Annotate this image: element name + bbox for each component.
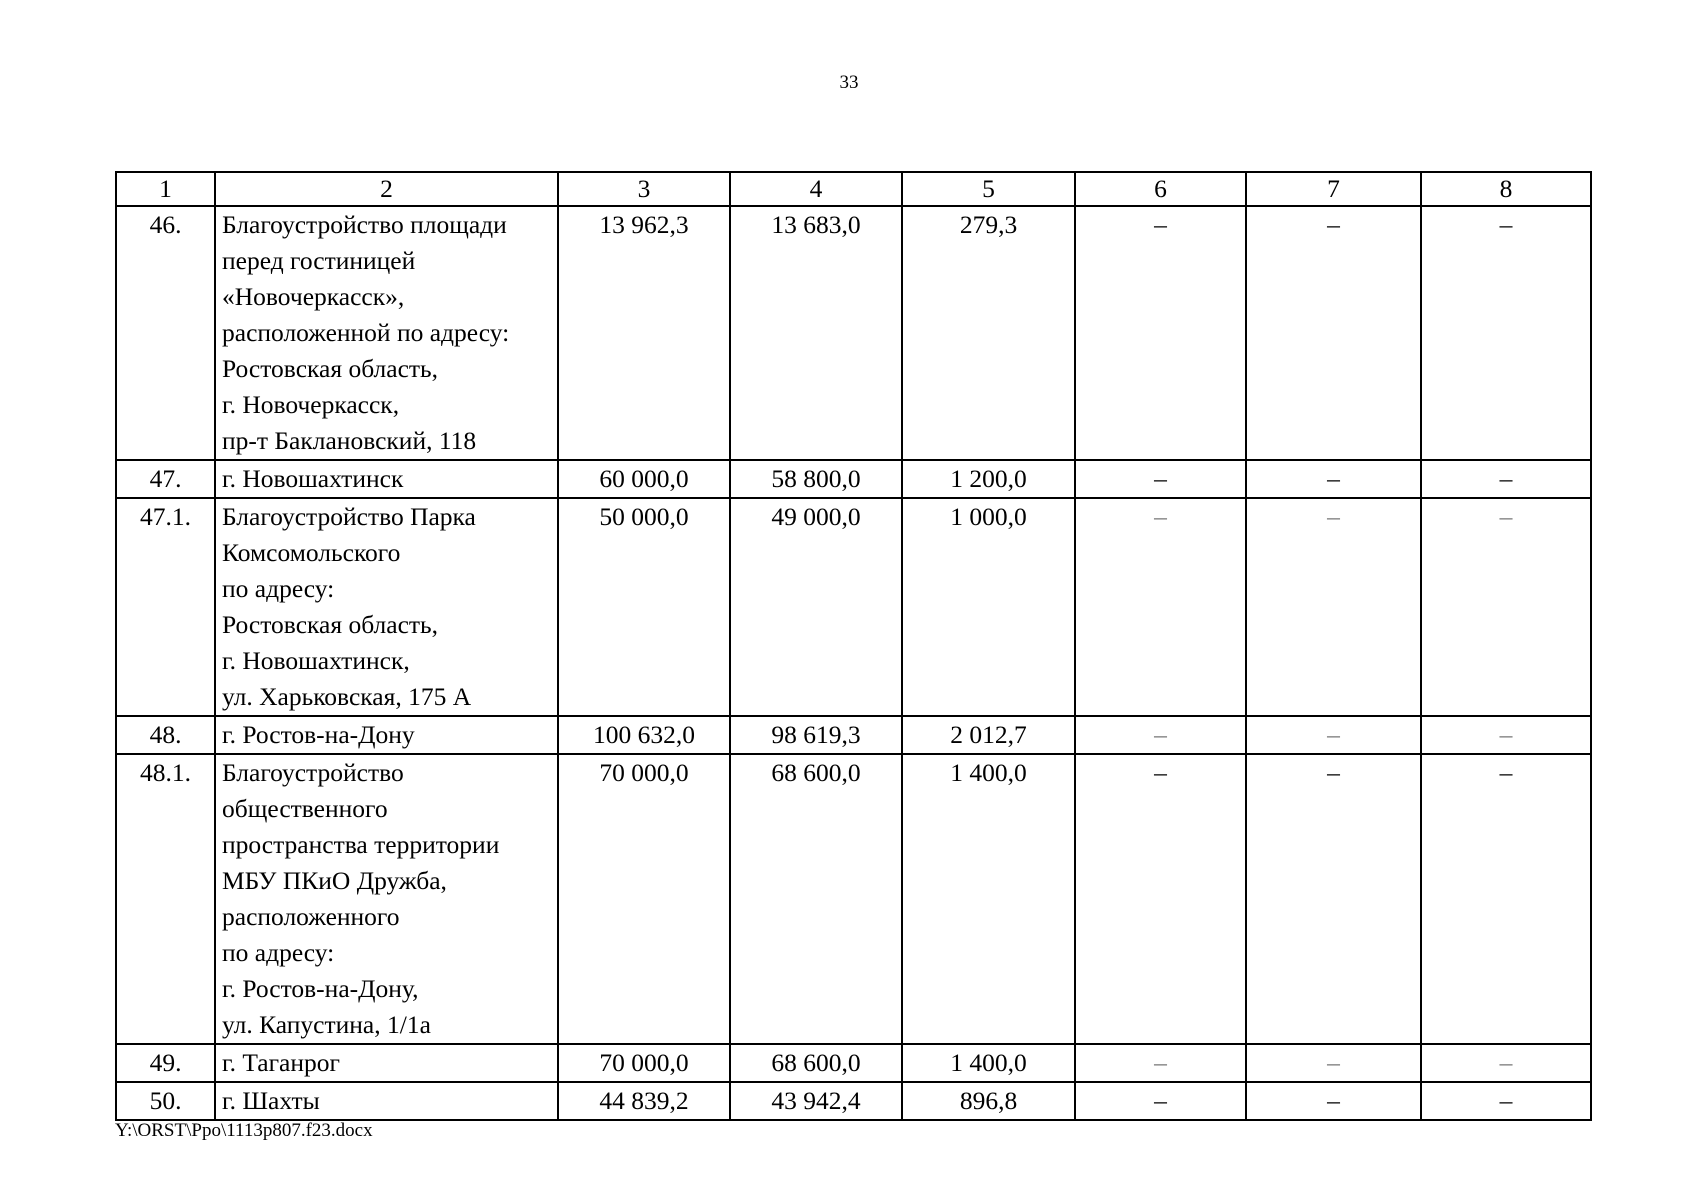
dash-cell: –	[1421, 206, 1591, 460]
row-name: г. Новошахтинск	[215, 460, 558, 498]
column-header: 7	[1246, 172, 1421, 206]
value-cell: 896,8	[902, 1082, 1075, 1120]
dash-cell: –	[1075, 1082, 1246, 1120]
column-header: 8	[1421, 172, 1591, 206]
dash-cell: –	[1246, 1044, 1421, 1082]
table-row	[116, 716, 1591, 754]
dash-cell: –	[1246, 460, 1421, 498]
table-header-row	[116, 172, 1591, 206]
row-name: г. Шахты	[215, 1082, 558, 1120]
dash-cell: –	[1421, 716, 1591, 754]
row-name: Благоустройство Парка Комсомольского по адресу: Ростовская область, г. Новошахтинск, ул. Харьковская, 175 А	[215, 498, 558, 716]
row-number: 47.	[116, 460, 215, 498]
value-cell: 1 400,0	[902, 754, 1075, 1044]
row-number: 48.1.	[116, 754, 215, 1044]
table-row	[116, 1082, 1591, 1120]
column-header: 2	[215, 172, 558, 206]
value-cell: 60 000,0	[558, 460, 730, 498]
value-cell: 68 600,0	[730, 754, 902, 1044]
column-header: 3	[558, 172, 730, 206]
column-header: 5	[902, 172, 1075, 206]
table-row	[116, 1044, 1591, 1082]
value-cell: 1 200,0	[902, 460, 1075, 498]
dash-cell: –	[1075, 716, 1246, 754]
column-header: 4	[730, 172, 902, 206]
file-path: Y:\ORST\Ppo\1113p807.f23.docx	[115, 1120, 373, 1141]
row-name: Благоустройство общественного пространства территории МБУ ПКиО Дружба, расположенного по адресу: г. Ростов-на-Дону, ул. Капустина, 1/1а	[215, 754, 558, 1044]
dash-cell: –	[1075, 754, 1246, 1044]
value-cell: 13 962,3	[558, 206, 730, 460]
row-name: Благоустройство площади перед гостиницей «Новочеркасск», расположенной по адресу: Ростовская область, г. Новочеркасск, пр-т Баклановский, 118	[215, 206, 558, 460]
row-number: 48.	[116, 716, 215, 754]
value-cell: 44 839,2	[558, 1082, 730, 1120]
value-cell: 1 400,0	[902, 1044, 1075, 1082]
column-header: 6	[1075, 172, 1246, 206]
value-cell: 68 600,0	[730, 1044, 902, 1082]
value-cell: 49 000,0	[730, 498, 902, 716]
dash-cell: –	[1075, 1044, 1246, 1082]
dash-cell: –	[1246, 498, 1421, 716]
value-cell: 70 000,0	[558, 1044, 730, 1082]
value-cell: 1 000,0	[902, 498, 1075, 716]
table-row	[116, 754, 1591, 1044]
table-row	[116, 498, 1591, 716]
dash-cell: –	[1246, 206, 1421, 460]
value-cell: 279,3	[902, 206, 1075, 460]
value-cell: 50 000,0	[558, 498, 730, 716]
dash-cell: –	[1075, 206, 1246, 460]
dash-cell: –	[1075, 498, 1246, 716]
dash-cell: –	[1421, 498, 1591, 716]
dash-cell: –	[1075, 460, 1246, 498]
value-cell: 43 942,4	[730, 1082, 902, 1120]
table-row	[116, 206, 1591, 460]
dash-cell: –	[1246, 754, 1421, 1044]
page-number: 33	[839, 72, 859, 93]
value-cell: 98 619,3	[730, 716, 902, 754]
value-cell: 58 800,0	[730, 460, 902, 498]
value-cell: 13 683,0	[730, 206, 902, 460]
dash-cell: –	[1421, 1082, 1591, 1120]
dash-cell: –	[1421, 1044, 1591, 1082]
row-number: 46.	[116, 206, 215, 460]
table-row	[116, 460, 1591, 498]
value-cell: 2 012,7	[902, 716, 1075, 754]
value-cell: 100 632,0	[558, 716, 730, 754]
dash-cell: –	[1421, 460, 1591, 498]
row-name: г. Таганрог	[215, 1044, 558, 1082]
row-number: 49.	[116, 1044, 215, 1082]
dash-cell: –	[1421, 754, 1591, 1044]
row-name: г. Ростов-на-Дону	[215, 716, 558, 754]
value-cell: 70 000,0	[558, 754, 730, 1044]
data-table	[115, 171, 1592, 1121]
dash-cell: –	[1246, 1082, 1421, 1120]
dash-cell: –	[1246, 716, 1421, 754]
column-header: 1	[116, 172, 215, 206]
row-number: 50.	[116, 1082, 215, 1120]
row-number: 47.1.	[116, 498, 215, 716]
